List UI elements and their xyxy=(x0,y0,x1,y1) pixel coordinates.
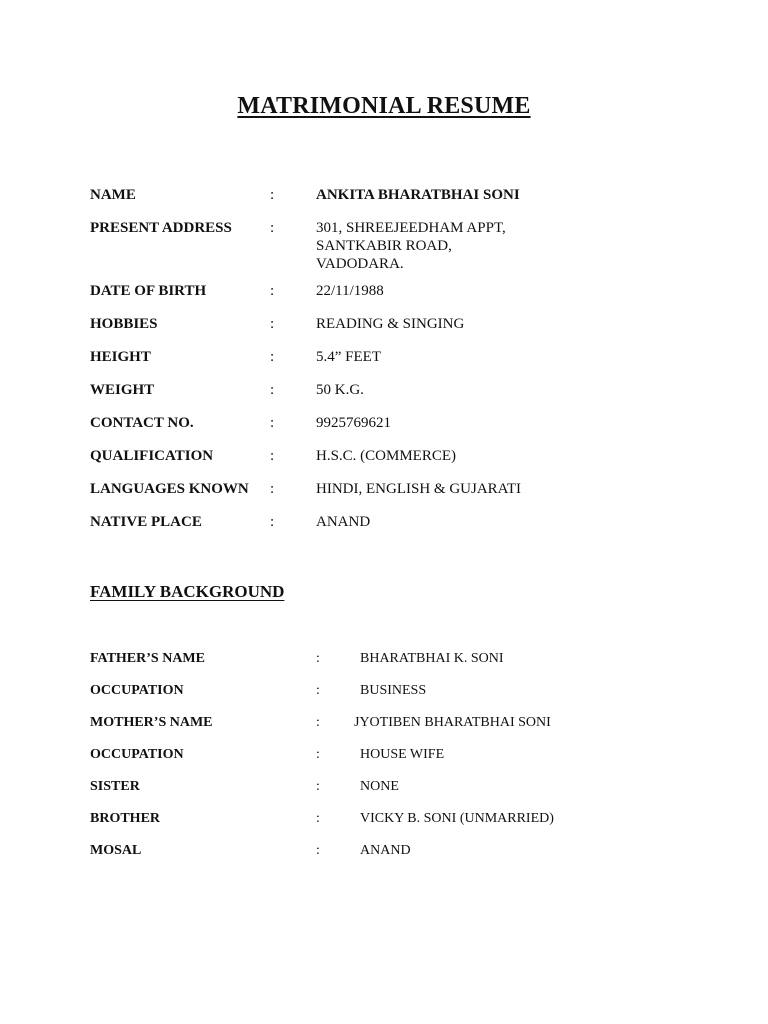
family-row-brother xyxy=(90,810,710,827)
mosal-value: ANAND xyxy=(360,843,411,858)
father-name-label: FATHER’S NAME xyxy=(90,651,205,666)
separator: : xyxy=(316,779,320,794)
page-title xyxy=(0,93,768,120)
hobbies-label: HOBBIES xyxy=(90,316,158,332)
height-label: HEIGHT xyxy=(90,349,151,365)
page-title-text: MATRIMONIAL RESUME xyxy=(237,93,531,119)
father-occupation-label: OCCUPATION xyxy=(90,683,184,698)
family-row-mother-occupation xyxy=(90,746,710,763)
family-row-sister xyxy=(90,778,710,795)
family-row-father xyxy=(90,650,710,667)
separator: : xyxy=(270,382,275,398)
separator: : xyxy=(316,683,320,698)
hobbies-value: READING & SINGING xyxy=(316,316,465,332)
native-place-value: ANAND xyxy=(316,514,371,530)
sister-label: SISTER xyxy=(90,779,140,794)
weight-value: 50 K.G. xyxy=(316,382,364,398)
separator: : xyxy=(270,187,275,203)
separator: : xyxy=(316,843,320,858)
mother-name-value: JYOTIBEN BHARATBHAI SONI xyxy=(354,715,551,730)
address-line-1: 301, SHREEJEEDHAM APPT, xyxy=(316,220,506,236)
brother-value: VICKY B. SONI (UNMARRIED) xyxy=(360,811,554,826)
family-background-heading: FAMILY BACKGROUND xyxy=(90,582,285,601)
address-line-2: SANTKABIR ROAD, xyxy=(316,238,452,254)
address-label: PRESENT ADDRESS xyxy=(90,220,232,236)
languages-value: HINDI, ENGLISH & GUJARATI xyxy=(316,481,521,497)
sister-value: NONE xyxy=(360,779,399,794)
height-value: 5.4” FEET xyxy=(316,349,381,365)
address-line-3: VADODARA. xyxy=(316,256,404,272)
contact-value: 9925769621 xyxy=(316,415,391,431)
native-place-label: NATIVE PLACE xyxy=(90,514,202,530)
separator: : xyxy=(316,715,320,730)
detail-row-contact xyxy=(90,414,710,432)
detail-row-dob xyxy=(90,282,710,300)
separator: : xyxy=(270,415,275,431)
qualification-label: QUALIFICATION xyxy=(90,448,214,464)
family-row-father-occupation xyxy=(90,682,710,699)
brother-label: BROTHER xyxy=(90,811,161,826)
detail-row-address xyxy=(90,219,710,273)
qualification-value: H.S.C. (COMMERCE) xyxy=(316,448,457,464)
languages-label: LANGUAGES KNOWN xyxy=(90,481,249,497)
separator: : xyxy=(270,316,275,332)
father-name-value: BHARATBHAI K. SONI xyxy=(360,651,504,666)
mosal-label: MOSAL xyxy=(90,843,142,858)
father-occupation-value: BUSINESS xyxy=(360,683,427,698)
detail-row-languages xyxy=(90,480,710,498)
separator: : xyxy=(270,283,275,299)
detail-row-hobbies xyxy=(90,315,710,333)
address-value xyxy=(316,219,710,273)
separator: : xyxy=(270,220,275,236)
separator: : xyxy=(270,349,275,365)
mother-occupation-label: OCCUPATION xyxy=(90,747,184,762)
weight-label: WEIGHT xyxy=(90,382,155,398)
family-row-mosal xyxy=(90,842,710,859)
family-row-mother xyxy=(90,714,710,731)
detail-row-name xyxy=(90,186,710,204)
contact-label: CONTACT NO. xyxy=(90,415,194,431)
mother-name-label: MOTHER’S NAME xyxy=(90,715,213,730)
separator: : xyxy=(270,448,275,464)
mother-occupation-value: HOUSE WIFE xyxy=(360,747,445,762)
detail-row-qualification xyxy=(90,447,710,465)
separator: : xyxy=(316,811,320,826)
detail-row-weight xyxy=(90,381,710,399)
separator: : xyxy=(316,651,320,666)
name-value: ANKITA BHARATBHAI SONI xyxy=(316,187,520,203)
dob-label: DATE OF BIRTH xyxy=(90,283,207,299)
personal-details xyxy=(90,186,710,546)
dob-value: 22/11/1988 xyxy=(316,283,384,299)
family-details xyxy=(90,650,710,874)
separator: : xyxy=(270,481,275,497)
detail-row-native-place xyxy=(90,513,710,531)
detail-row-height xyxy=(90,348,710,366)
separator: : xyxy=(316,747,320,762)
name-label: NAME xyxy=(90,187,136,203)
separator: : xyxy=(270,514,275,530)
